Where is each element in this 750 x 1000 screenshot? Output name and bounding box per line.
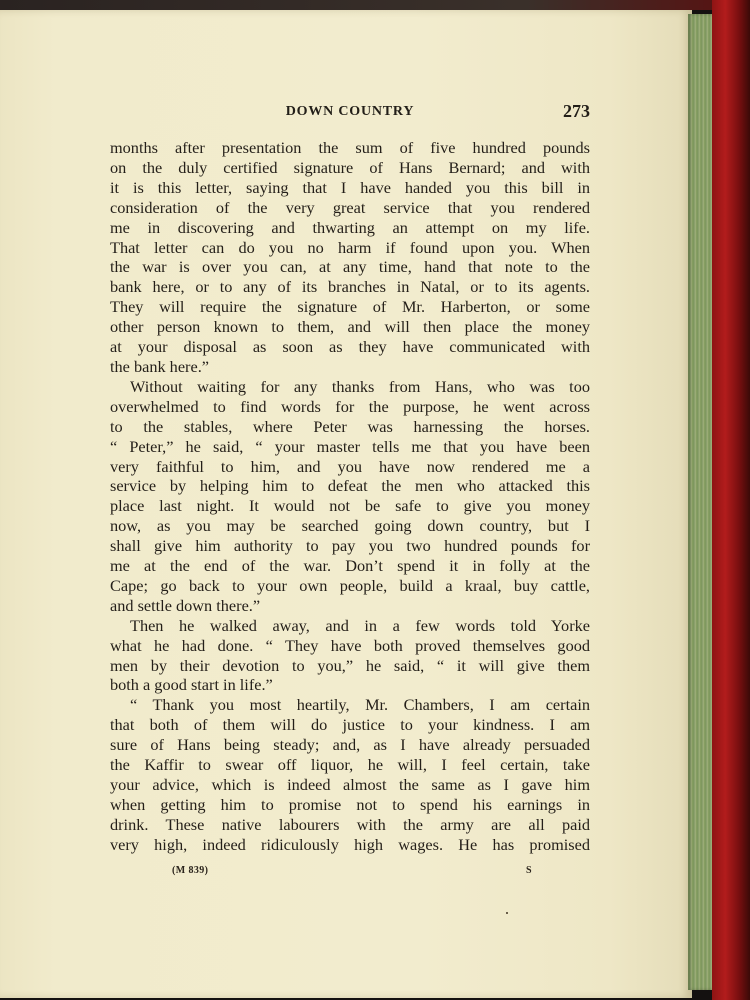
book-cover [712, 0, 750, 1000]
text-line: me at the end of the war. Don’t spend it in folly at the [110, 556, 590, 576]
text-line: that both of them will do justice to your kindness. I am [110, 715, 590, 735]
text-line: They will require the signature of Mr. Harberton, or some [110, 297, 590, 317]
running-head: DOWN COUNTRY [285, 104, 415, 119]
page-header [110, 101, 590, 126]
text-line: Then he walked away, and in a few words told Yorke [130, 615, 590, 635]
text-line: what he had done. “ They have both proved themselves good [110, 635, 590, 655]
text-line: now, as you may be searched going down country, but I [110, 516, 590, 536]
text-line: place last night. It would not be safe to give you money [110, 496, 590, 516]
text-line: the Kaffir to swear off liquor, he will, I feel certain, take [110, 755, 590, 775]
text-line: and settle down there.” [110, 595, 261, 615]
text-line: That letter can do you no harm if found upon you. When [110, 237, 590, 257]
text-line: both a good start in life.” [110, 675, 273, 695]
text-line: drink. These native labourers with the army are all paid [110, 814, 590, 834]
text-line: overwhelmed to find words for the purpose, he went across [110, 396, 590, 416]
text-line: your advice, which is indeed almost the same as I gave him [110, 775, 590, 794]
text-line: sure of Hans being steady; and, as I have already persuaded [110, 735, 590, 755]
text-line: months after presentation the sum of five hundred pounds [110, 138, 590, 157]
text-line: service by helping him to defeat the men who attacked this [110, 476, 590, 496]
text-line: to the stables, where Peter was harnessing the horses. [110, 416, 590, 436]
text-line: “ Peter,” he said, “ your master tells me that you have been [110, 436, 590, 456]
text-line: Cape; go back to your own people, build a kraal, buy cattle, [110, 575, 590, 595]
text-line: the war is over you can, at any time, hand that note to the [110, 257, 590, 277]
text-line: other person known to them, and will then place the money [110, 317, 590, 337]
text-line: Without waiting for any thanks from Hans, who was too [130, 376, 590, 396]
text-line: bank here, or to any of its branches in Natal, or to its agents. [110, 277, 590, 297]
text-line: very faithful to him, and you have now rendered me a [110, 456, 590, 476]
text-line: at your disposal as soon as they have communicated with [110, 337, 590, 357]
sheet-letter: S [526, 865, 532, 876]
text-line: men by their devotion to you,” he said, “ it will give them [110, 655, 590, 675]
signature-mark: (M 839) [172, 865, 209, 876]
text-line: very high, indeed ridiculously high wages. He has promised [110, 834, 590, 854]
page-number: 273 [563, 101, 590, 121]
page-footer [172, 865, 542, 881]
text-line: when getting him to promise not to spend his earnings in [110, 794, 590, 814]
text-line: consideration of the very great service that you rendered [110, 197, 590, 217]
text-line: the bank here.” [110, 356, 209, 376]
paper-speck [506, 912, 508, 914]
cover-top-edge [0, 0, 750, 10]
text-line: me in discovering and thwarting an attempt on my life. [110, 217, 590, 237]
text-line: shall give him authority to pay you two hundred pounds for [110, 536, 590, 556]
body-text [110, 138, 590, 855]
text-line: it is this letter, saying that I have handed you this bill in [110, 177, 590, 197]
text-line: “ Thank you most heartily, Mr. Chambers, I am certain [130, 695, 590, 715]
page-edges [688, 14, 714, 990]
text-line: on the duly certified signature of Hans Bernard; and with [110, 157, 590, 177]
